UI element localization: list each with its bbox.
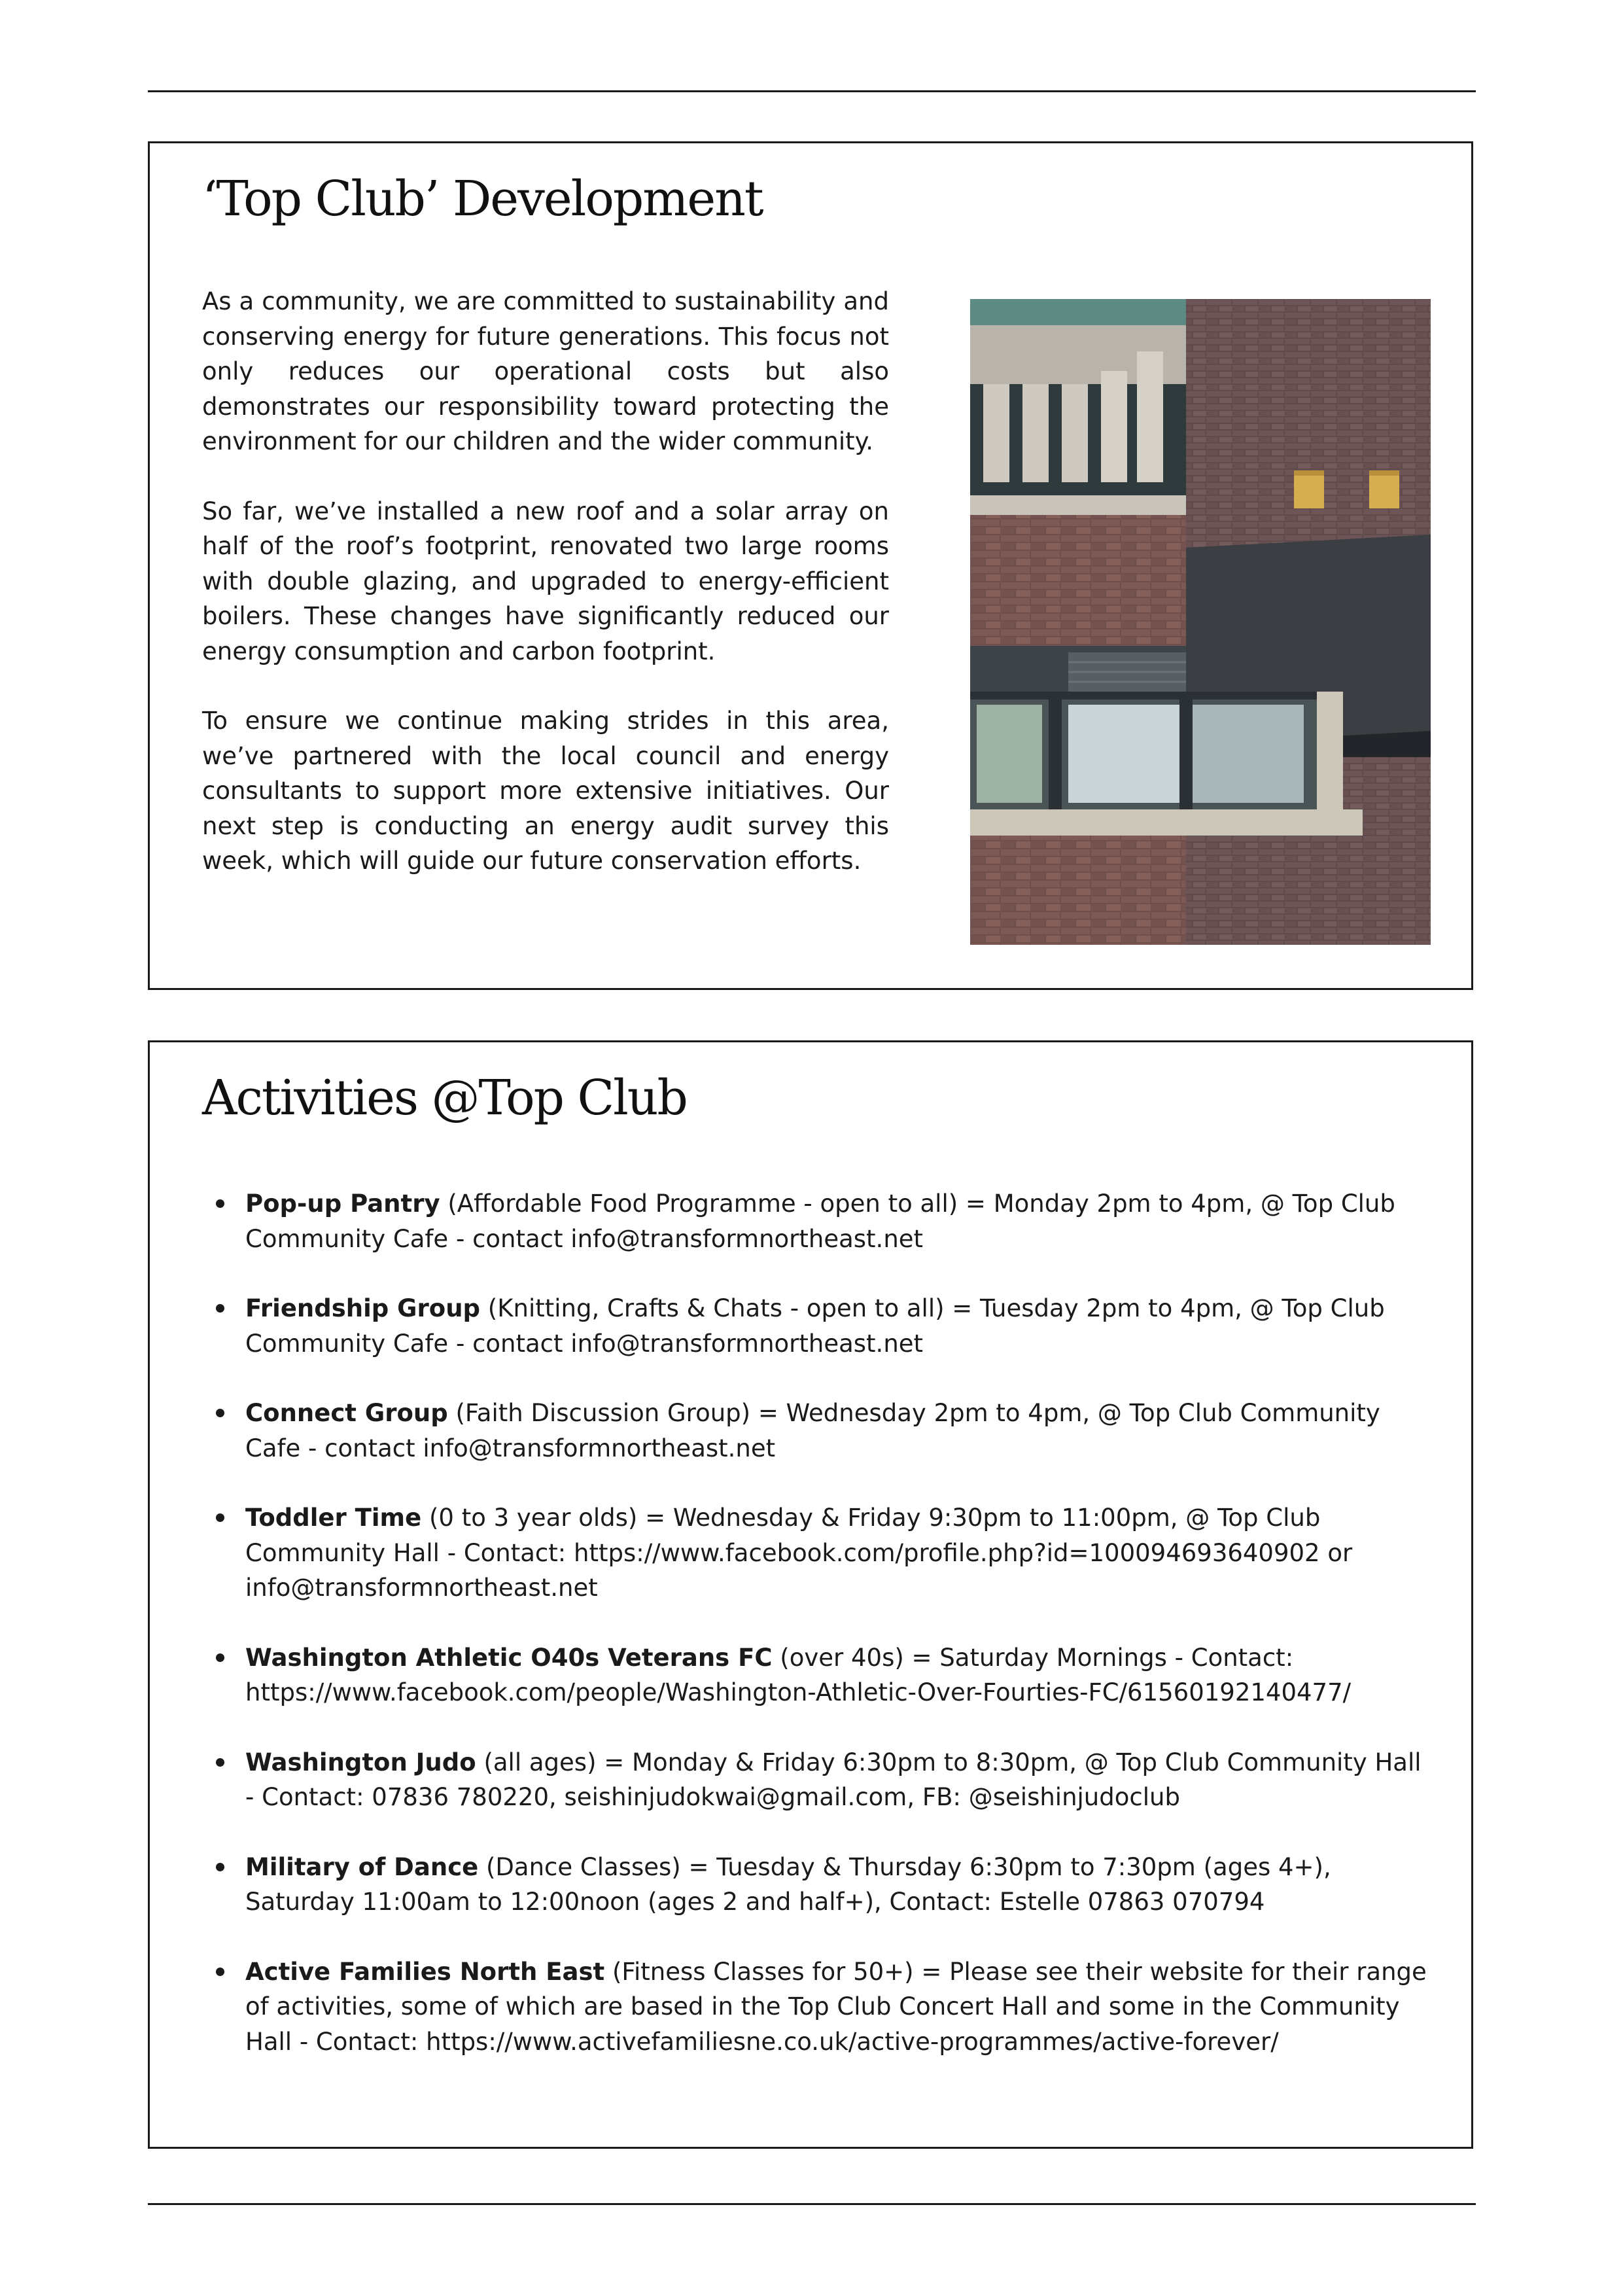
activity-details: (over 40s) = Saturday Mornings - Contact: https://www.facebook.com/people/Washington-Athletic-Over-Fourties-FC/61560192140477/ <box>245 1643 1352 1706</box>
development-paragraph: To ensure we continue making strides in this area, we’ve partnered with the local council and energy consultants to support more extensive initiatives. Our next step is conducting an energy audit survey this week, which will guide our future conservation efforts. <box>202 707 889 875</box>
activity-details: (Affordable Food Programme - open to all) = Monday 2pm to 4pm, @ Top Club Community Cafe - contact info@transformnortheast.net <box>245 1190 1395 1253</box>
list-item <box>202 1850 1432 1920</box>
list-item <box>202 1291 1432 1361</box>
bullet-icon <box>216 1758 224 1767</box>
activity-name: Military of Dance <box>245 1852 479 1881</box>
list-item <box>202 1745 1432 1815</box>
list-item <box>202 1500 1432 1606</box>
activity-name: Pop-up Pantry <box>245 1190 440 1218</box>
activity-name: Active Families North East <box>245 1957 605 1986</box>
bullet-icon <box>216 1653 224 1662</box>
activity-details: (0 to 3 year olds) = Wednesday & Friday 9:30pm to 11:00pm, @ Top Club Community Hall - Contact: https://www.facebook.com/profile.php?id=100094693640902 or info@transformnortheast.net <box>245 1504 1353 1602</box>
top-divider <box>148 90 1476 92</box>
activity-name: Washington Judo <box>245 1748 476 1776</box>
development-title: ‘Top Club’ Development <box>202 171 763 227</box>
development-paragraph: So far, we’ve installed a new roof and a solar array on half of the roof’s footprint, renovated two large rooms with double glazing, and upgraded to energy-efficient boilers. These changes have significantly reduced our energy consumption and carbon footprint. <box>202 497 889 665</box>
bullet-icon <box>216 1863 224 1871</box>
activity-name: Washington Athletic O40s Veterans FC <box>245 1643 773 1672</box>
activity-details: (Faith Discussion Group) = Wednesday 2pm to 4pm, @ Top Club Community Cafe - contact info@transformnortheast.net <box>245 1399 1380 1462</box>
activities-title: Activities @Top Club <box>202 1070 687 1126</box>
list-item <box>202 1396 1432 1466</box>
bullet-icon <box>216 1199 224 1208</box>
development-paragraph: As a community, we are committed to sustainability and conserving energy for future generations. This focus not only reduces our operational costs but also demonstrates our responsibility toward protecting the environment for our children and the wider community. <box>202 287 889 455</box>
list-item <box>202 1954 1432 2060</box>
activity-details: (all ages) = Monday & Friday 6:30pm to 8:30pm, @ Top Club Community Hall - Contact: 07836 780220, seishinjudokwai@gmail.com, FB: @seishinjudoclub <box>245 1748 1422 1811</box>
activity-details: (Fitness Classes for 50+) = Please see their website for their range of activities, some of which are based in the Top Club Concert Hall and some in the Community Hall - Contact: https://www.activefamiliesne.co.uk/active-programmes/active-forever/ <box>245 1957 1427 2056</box>
bullet-icon <box>216 1409 224 1417</box>
building-photo <box>970 299 1431 945</box>
list-item <box>202 1186 1432 1256</box>
activity-name: Connect Group <box>245 1399 448 1427</box>
development-text <box>202 284 889 913</box>
activities-list <box>202 1186 1432 2094</box>
activity-details: (Knitting, Crafts & Chats - open to all) = Tuesday 2pm to 4pm, @ Top Club Community Cafe - contact info@transformnortheast.net <box>245 1294 1385 1358</box>
development-section <box>148 141 1473 990</box>
activity-name: Friendship Group <box>245 1294 481 1322</box>
bullet-icon <box>216 1304 224 1313</box>
activity-details: (Dance Classes) = Tuesday & Thursday 6:30pm to 7:30pm (ages 4+), Saturday 11:00am to 12:00noon (ages 2 and half+), Contact: Estelle 07863 070794 <box>245 1852 1331 1916</box>
bullet-icon <box>216 1513 224 1522</box>
bullet-icon <box>216 1968 224 1976</box>
list-item <box>202 1640 1432 1710</box>
bottom-divider <box>148 2203 1476 2205</box>
activity-name: Toddler Time <box>245 1504 422 1532</box>
activities-section <box>148 1040 1473 2149</box>
